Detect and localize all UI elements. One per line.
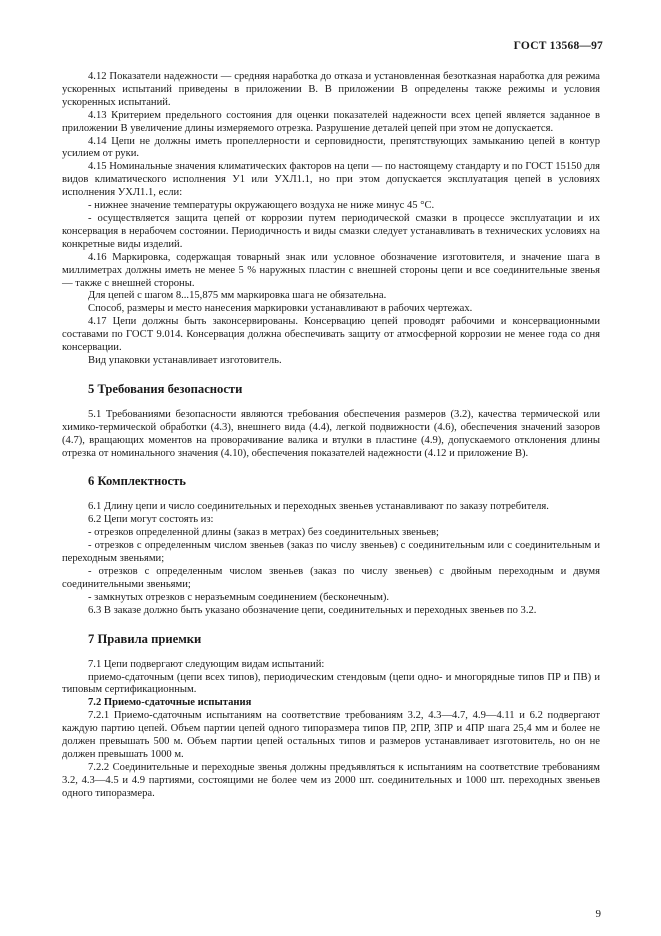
paragraph: 4.12 Показатели надежности — средняя наработка до отказа и установленная безотказная наработка для режима ускоренных испытаний приведены в приложении В. В приложении В определены также режимы и условия ускоренных испытаний. (62, 71, 600, 108)
paragraph: 6.1 Длину цепи и число соединительных и переходных звеньев устанавливают по заказу потребителя. (88, 501, 549, 513)
paragraph: 4.14 Цепи не должны иметь пропеллерности и серповидности, препятствующих замыканию цепей в контур усилием от руки. (62, 135, 600, 160)
standard-header: ГОСТ 13568—97 (513, 40, 603, 52)
paragraph: Вид упаковки устанавливает изготовитель. (88, 354, 282, 366)
paragraph: Для цепей с шагом 8...15,875 мм маркировка шага не обязательна. (88, 290, 387, 302)
paragraph: 6.3 В заказе должно быть указано обозначение цепи, соединительных и переходных звеньев по 3.2. (88, 604, 537, 616)
paragraph: Способ, размеры и место нанесения маркировки устанавливают в рабочих чертежах. (88, 303, 473, 315)
paragraph: 5.1 Требованиями безопасности являются требования обеспечения размеров (3.2), качества термической или химико-термической обработки (4.3), внешнего вида (4.4), легкой подвижности (4.6), обеспечения значений зазоров (4.7), вращающих моментов на проворачивание валика и втулки в пластине (4.9), допускаемого отклонения длины отрезка от номинального значения (4.10), обеспечения показателей надежности (4.12 и приложение В). (62, 408, 600, 459)
page-content (62, 71, 600, 801)
paragraph: 4.15 Номинальные значения климатических факторов на цепи — по настоящему стандарту и по ГОСТ 15150 для видов климатического исполнения У1 или УХЛ1.1, но при этом допускается эксплуатация цепей в условиях исполнения УХЛ1.1, если: (62, 161, 600, 199)
paragraph: - отрезков определенной длины (заказ в метрах) без соединительных звеньев; (88, 527, 439, 539)
paragraph: 4.16 Маркировка, содержащая товарный знак или условное обозначение изготовителя, и значение шага в миллиметрах должны иметь не менее 5 % наружных пластин с внешней стороны цепи и все соединительные звенья — также с внешней стороны. (62, 251, 600, 289)
paragraph: 7.2.2 Соединительные и переходные звенья должны предъявляться к испытаниям на соответствие требованиям 3.2, 4.3—4.5 и 4.9 партиями, состоящими не более чем из 2000 шт. соединительных и 1000 шт. переходных звеньев одного типоразмера. (62, 761, 600, 799)
paragraph: 4.17 Цепи должны быть законсервированы. Консервацию цепей проводят рабочими и консервационными составами по ГОСТ 9.014. Консервация должна обеспечивать защиту от атмосферной коррозии не менее года со дня консервации. (62, 316, 600, 354)
section-heading: 6 Комплектность (88, 474, 186, 489)
subsection-heading: 7.2 Приемо-сдаточные испытания (88, 697, 252, 709)
paragraph: 6.2 Цепи могут состоять из: (88, 514, 214, 526)
section-heading: 5 Требования безопасности (88, 381, 243, 396)
paragraph: приемо-сдаточным (цепи всех типов), периодическим стендовым (цепи одно- и многорядные типов ПР и ПВ) и типовым сертификационным. (62, 671, 600, 696)
section-heading: 7 Правила приемки (88, 631, 202, 646)
paragraph: - нижнее значение температуры окружающего воздуха не ниже минус 45 °С. (88, 200, 435, 212)
paragraph: - отрезков с определенным числом звеньев (заказ по числу звеньев) с соединительным или с соединительным и переходным звеньями; (62, 540, 600, 565)
paragraph: - замкнутых отрезков с неразъемным соединением (бесконечным). (88, 591, 390, 603)
paragraph: 4.13 Критерием предельного состояния для оценки показателей надежности всех цепей является заданное в приложении В увеличение длины измеряемого отрезка. Разрушение деталей цепей при этом не допускается. (62, 109, 600, 134)
paragraph: - осуществляется защита цепей от коррозии путем периодической смазки в процессе эксплуатации и их консервация в нерабочем состоянии. Периодичность и виды смазки следует устанавливать в технических условиях на конкретные виды изделий. (62, 212, 600, 250)
page-number: 9 (595, 908, 601, 920)
paragraph: - отрезков с определенным числом звеньев (заказ по числу звеньев) с двойным переходным и двумя соединительными звеньями; (62, 566, 600, 590)
paragraph: 7.1 Цепи подвергают следующим видам испытаний: (88, 658, 325, 670)
paragraph: 7.2.1 Приемо-сдаточным испытаниям на соответствие требованиям 3.2, 4.3—4.7, 4.9—4.11 и 6.2 подвергают каждую партию цепей. Объем партии цепей одного типоразмера типов ПР, 2ПР, 3ПР и 4ПР шага 25,4 мм и более не должен превышать 500 м. Объем партии цепей остальных типов и размеров устанавливает изготовитель, но он не должен превышать 1000 м. (62, 710, 600, 760)
